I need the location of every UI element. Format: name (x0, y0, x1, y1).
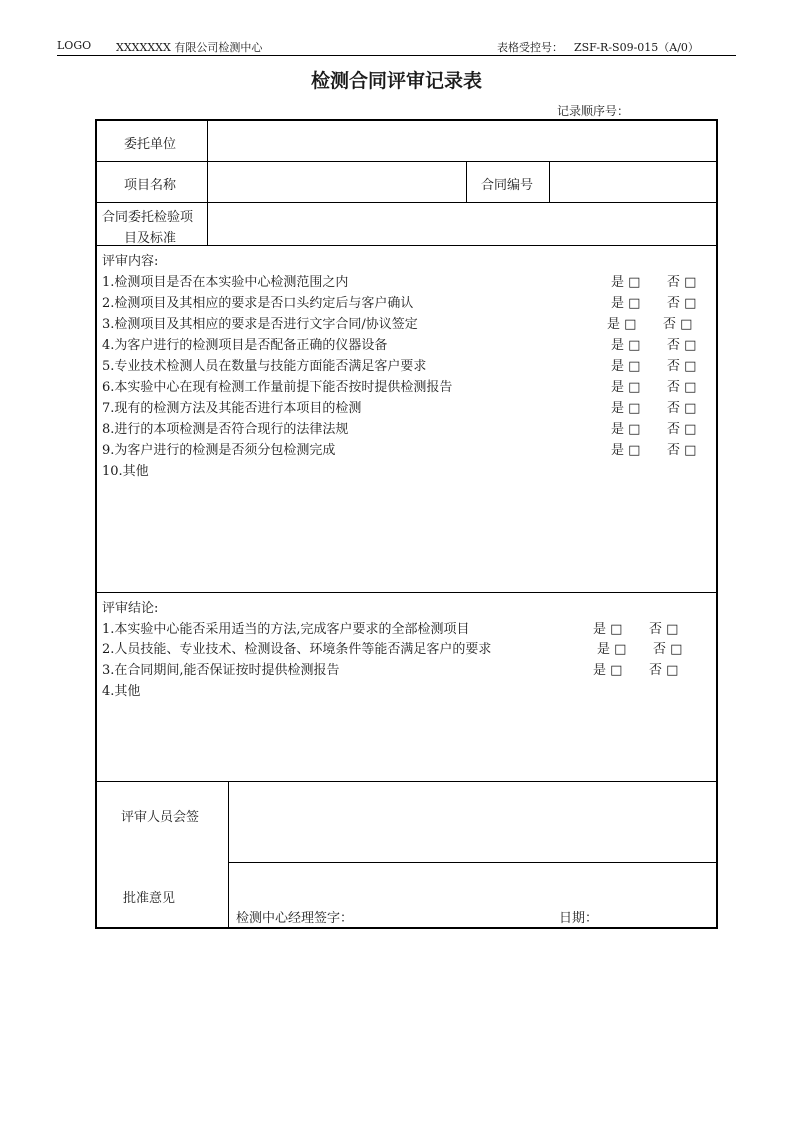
page-title: 检测合同评审记录表 (310, 70, 482, 92)
logo-text: LOGO (57, 39, 92, 52)
review-content-heading: 评审内容: (102, 254, 159, 269)
review-item-yes-checkbox[interactable]: 是 □ (611, 443, 641, 458)
review-item-yes-checkbox[interactable]: 是 □ (607, 317, 637, 332)
table-border-bottom (95, 927, 718, 929)
approval-field[interactable] (230, 864, 714, 906)
client-field[interactable] (209, 123, 714, 159)
row-divider (95, 781, 718, 782)
project-name-field[interactable] (209, 163, 464, 200)
review-item-yes-checkbox[interactable]: 是 □ (611, 401, 641, 416)
conclusion-item-no-checkbox[interactable]: 否 □ (649, 663, 679, 678)
contract-no-field[interactable] (551, 163, 714, 200)
review-item: 2.检测项目及其相应的要求是否口头约定后与客户确认 (102, 296, 414, 311)
conclusion-item-no-checkbox[interactable]: 否 □ (653, 642, 683, 657)
table-border-right (716, 119, 718, 929)
header-divider (57, 55, 736, 56)
review-item-no-checkbox[interactable]: 否 □ (667, 359, 697, 374)
review-item: 7.现有的检测方法及其能否进行本项目的检测 (102, 401, 362, 416)
conclusion-item-other: 4.其他 (102, 684, 141, 699)
record-sequence-label: 记录顺序号： (557, 104, 630, 118)
review-item: 6.本实验中心在现有检测工作量前提下能否按时提供检测报告 (102, 380, 453, 395)
date-label: 日期： (559, 911, 599, 926)
review-item-yes-checkbox[interactable]: 是 □ (611, 338, 641, 353)
row-divider (95, 245, 718, 246)
column-divider (228, 781, 229, 928)
row-divider (95, 592, 718, 593)
conclusion-item: 1.本实验中心能否采用适当的方法,完成客户要求的全部检测项目 (102, 622, 470, 637)
company-name: XXXXXXX 有限公司检测中心 (116, 41, 263, 54)
conclusion-item-yes-checkbox[interactable]: 是 □ (597, 642, 627, 657)
review-item: 4.为客户进行的检测项目是否配备正确的仪器设备 (102, 338, 388, 353)
column-divider (549, 161, 550, 202)
project-name-label: 项目名称 (124, 178, 177, 193)
review-item-no-checkbox[interactable]: 否 □ (667, 275, 697, 290)
conclusion-item-no-checkbox[interactable]: 否 □ (649, 622, 679, 637)
reviewers-sign-label: 评审人员会签 (121, 810, 200, 825)
table-border-left (95, 119, 97, 929)
conclusion-item-yes-checkbox[interactable]: 是 □ (593, 663, 623, 678)
row-divider (228, 862, 718, 863)
items-standard-label: 合同委托检验项 (102, 210, 194, 225)
review-item-no-checkbox[interactable]: 否 □ (667, 422, 697, 437)
control-label: 表格受控号： (497, 41, 563, 54)
review-item: 5.专业技术检测人员在数量与技能方面能否满足客户要求 (102, 359, 427, 374)
column-divider (207, 119, 208, 245)
row-divider (95, 161, 718, 162)
column-divider (466, 161, 467, 202)
conclusion-item: 2.人员技能、专业技术、检测设备、环境条件等能否满足客户的要求 (102, 642, 492, 657)
conclusion-item: 3.在合同期间,能否保证按时提供检测报告 (102, 663, 340, 678)
review-item-yes-checkbox[interactable]: 是 □ (611, 296, 641, 311)
client-label: 委托单位 (124, 137, 177, 152)
review-item: 8.进行的本项检测是否符合现行的法律法规 (102, 422, 349, 437)
review-item-yes-checkbox[interactable]: 是 □ (611, 380, 641, 395)
review-item-no-checkbox[interactable]: 否 □ (667, 401, 697, 416)
reviewers-sign-field[interactable] (230, 783, 714, 860)
review-item: 1.检测项目是否在本实验中心检测范围之内 (102, 275, 349, 290)
manager-sign-label: 检测中心经理签字： (236, 911, 354, 926)
control-number: ZSF-R-S09-015（A/0） (574, 41, 699, 54)
review-item-no-checkbox[interactable]: 否 □ (663, 317, 693, 332)
items-standard-field[interactable] (209, 204, 714, 243)
items-standard-label-cont: 目及标准 (124, 231, 177, 246)
review-item: 9.为客户进行的检测是否须分包检测完成 (102, 443, 336, 458)
review-item-yes-checkbox[interactable]: 是 □ (611, 275, 641, 290)
review-item: 3.检测项目及其相应的要求是否进行文字合同/协议签定 (102, 317, 418, 332)
review-item-yes-checkbox[interactable]: 是 □ (611, 422, 641, 437)
review-item-no-checkbox[interactable]: 否 □ (667, 296, 697, 311)
approval-label: 批准意见 (123, 891, 176, 906)
table-border-top (95, 119, 718, 121)
review-item-yes-checkbox[interactable]: 是 □ (611, 359, 641, 374)
review-conclusion-heading: 评审结论: (102, 601, 159, 616)
review-item-no-checkbox[interactable]: 否 □ (667, 380, 697, 395)
contract-no-label: 合同编号 (481, 178, 534, 193)
conclusion-item-yes-checkbox[interactable]: 是 □ (593, 622, 623, 637)
review-item-no-checkbox[interactable]: 否 □ (667, 338, 697, 353)
review-item-other: 10.其他 (102, 464, 149, 479)
row-divider (95, 202, 718, 203)
review-item-no-checkbox[interactable]: 否 □ (667, 443, 697, 458)
